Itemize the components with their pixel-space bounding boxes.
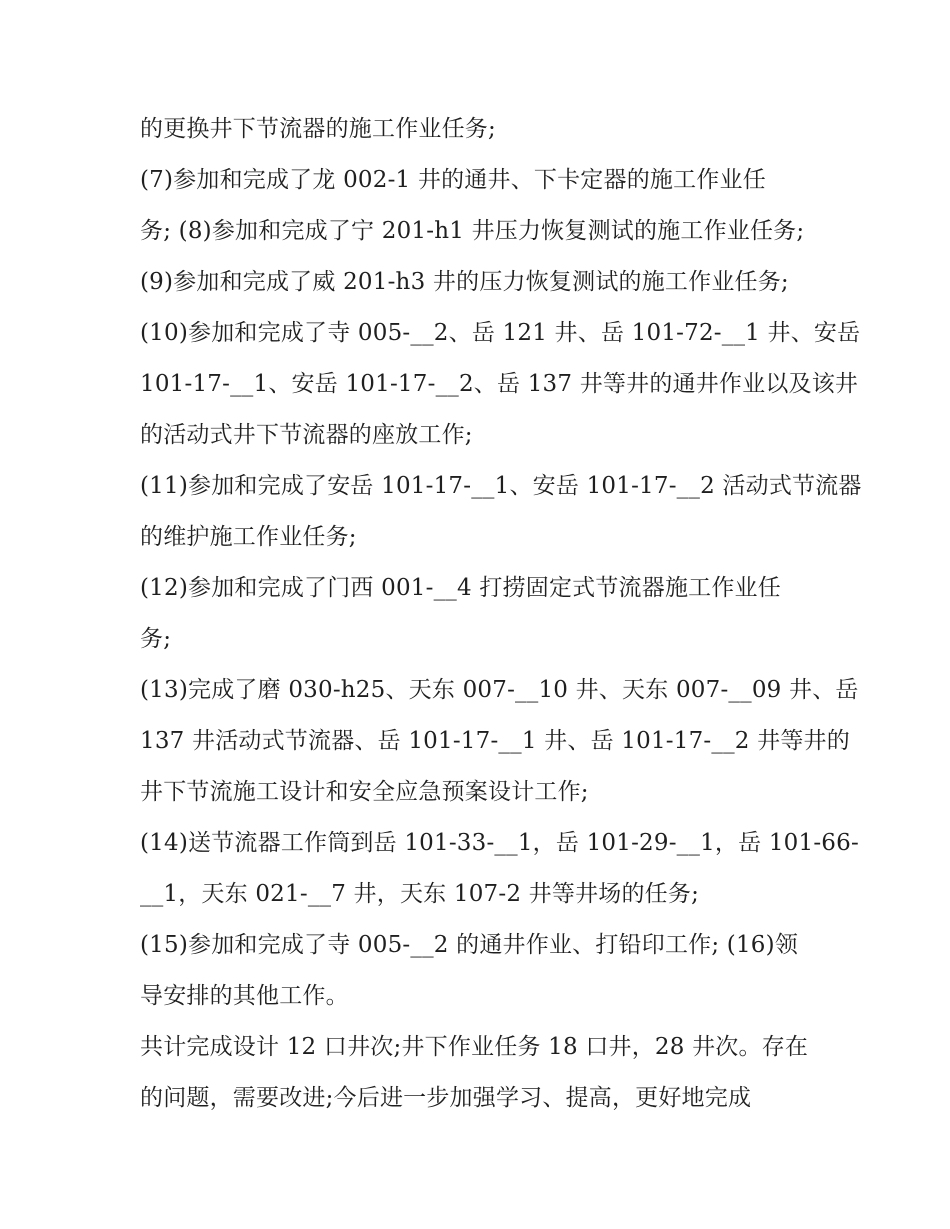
text-line: 务; <box>140 626 172 652</box>
text-line: 137 井活动式节流器、岳 101-17-__1 井、岳 101-17-__2 井等井的 <box>140 728 850 754</box>
text-line: 的更换井下节流器的施工作业任务; <box>140 116 496 142</box>
text-line: (9)参加和完成了威 201-h3 井的压力恢复测试的施工作业任务; <box>140 269 789 295</box>
text-line: 的活动式井下节流器的座放工作; <box>140 422 473 448</box>
text-line: (13)完成了磨 030-h25、天东 007-__10 井、天东 007-__09 井、岳 <box>140 677 859 703</box>
text-line: (10)参加和完成了寺 005-__2、岳 121 井、岳 101-72-__1 井、安岳 <box>140 320 861 346</box>
text-line: 井下节流施工设计和安全应急预案设计工作; <box>140 779 589 805</box>
text-line: (12)参加和完成了门西 001-__4 打捞固定式节流器施工作业任 <box>140 575 781 601</box>
text-line: (7)参加和完成了龙 002-1 井的通井、下卡定器的施工作业任 <box>140 167 766 193</box>
text-line: 的维护施工作业任务; <box>140 524 357 550</box>
text-line: (11)参加和完成了安岳 101-17-__1、安岳 101-17-__2 活动式节流器 <box>140 473 862 499</box>
text-line: 共计完成设计 12 口井次;井下作业任务 18 口井，28 井次。存在 <box>140 1034 809 1060</box>
text-line: __1，天东 021-__7 井，天东 107-2 井等井场的任务; <box>140 881 700 907</box>
text-line: (14)送节流器工作筒到岳 101-33-__1，岳 101-29-__1，岳 101-66- <box>140 830 859 856</box>
text-line: 务; (8)参加和完成了宁 201-h1 井压力恢复测试的施工作业任务; <box>140 218 805 244</box>
document-body <box>140 104 862 1124</box>
text-line: 的问题，需要改进;今后进一步加强学习、提高，更好地完成 <box>140 1085 752 1111</box>
text-line: (15)参加和完成了寺 005-__2 的通井作业、打铅印工作; (16)领 <box>140 932 799 958</box>
text-line: 101-17-__1、安岳 101-17-__2、岳 137 井等井的通井作业以及该井 <box>140 371 859 397</box>
text-line: 导安排的其他工作。 <box>140 983 349 1009</box>
